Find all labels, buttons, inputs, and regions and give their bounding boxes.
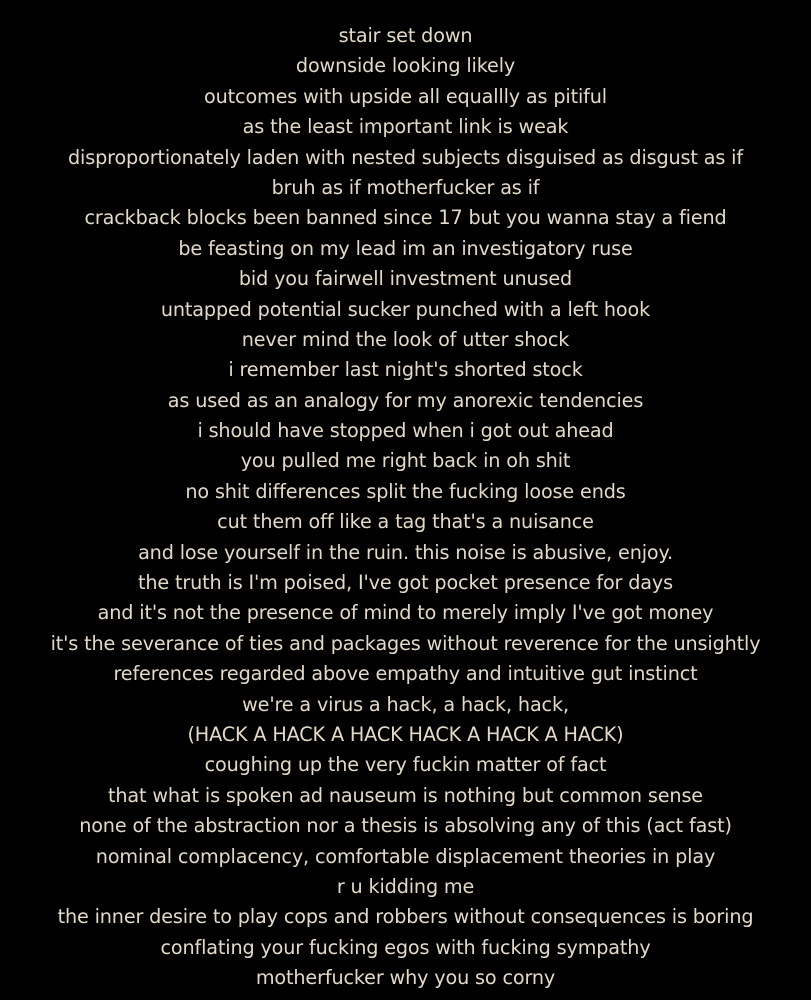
poem-line: coughing up the very fuckin matter of fact bbox=[204, 753, 607, 777]
poem-text-block bbox=[0, 21, 811, 994]
poem-line: conflating your fucking egos with fucking sympathy bbox=[160, 935, 651, 959]
poem-line: and lose yourself in the ruin. this noise is abusive, enjoy. bbox=[138, 540, 673, 564]
poem-line: i remember last night's shorted stock bbox=[228, 358, 583, 382]
poem-line: (HACK A HACK A HACK HACK A HACK A HACK) bbox=[187, 722, 624, 746]
poem-line: r u kidding me bbox=[336, 874, 475, 898]
poem-line: never mind the look of utter shock bbox=[241, 327, 570, 351]
poem-line: you pulled me right back in oh shit bbox=[240, 449, 571, 473]
poem-line: cut them off like a tag that's a nuisance bbox=[217, 510, 594, 534]
poem-line: no shit differences split the fucking loose ends bbox=[185, 479, 626, 503]
poem-line: bid you fairwell investment unused bbox=[238, 267, 573, 291]
poem-line: crackback blocks been banned since 17 but you wanna stay a fiend bbox=[84, 206, 727, 230]
poem-line: the truth is I'm poised, I've got pocket presence for days bbox=[138, 571, 673, 595]
poem-line: nominal complacency, comfortable displacement theories in play bbox=[95, 844, 716, 868]
poem-line: be feasting on my lead im an investigatory ruse bbox=[178, 236, 633, 260]
poem-line: none of the abstraction nor a thesis is absolving any of this (act fast) bbox=[79, 814, 732, 838]
poem-line: disproportionately laden with nested subjects disguised as disgust as if bbox=[68, 145, 743, 169]
poem-line: untapped potential sucker punched with a left hook bbox=[160, 297, 651, 321]
poem-line: we're a virus a hack, a hack, hack, bbox=[242, 692, 569, 716]
poem-line: bruh as if motherfucker as if bbox=[271, 175, 540, 199]
poem-line: references regarded above empathy and intuitive gut instinct bbox=[113, 662, 698, 686]
poem-line: and it's not the presence of mind to merely imply I've got money bbox=[97, 601, 714, 625]
poem-line: as the least important link is weak bbox=[242, 115, 569, 139]
poem-line: it's the severance of ties and packages without reverence for the unsightly bbox=[50, 631, 761, 655]
poem-line: downside looking likely bbox=[295, 54, 516, 78]
poem-line: outcomes with upside all equallly as pitiful bbox=[204, 84, 607, 108]
poem-line: motherfucker why you so corny bbox=[255, 966, 556, 990]
poem-line: that what is spoken ad nauseum is nothing but common sense bbox=[108, 783, 703, 807]
poem-line: stair set down bbox=[338, 24, 473, 47]
poem-line: as used as an analogy for my anorexic tendencies bbox=[167, 388, 644, 412]
poem-line: the inner desire to play cops and robbers without consequences is boring bbox=[57, 905, 754, 929]
poem-line: i should have stopped when i got out ahead bbox=[197, 419, 614, 443]
